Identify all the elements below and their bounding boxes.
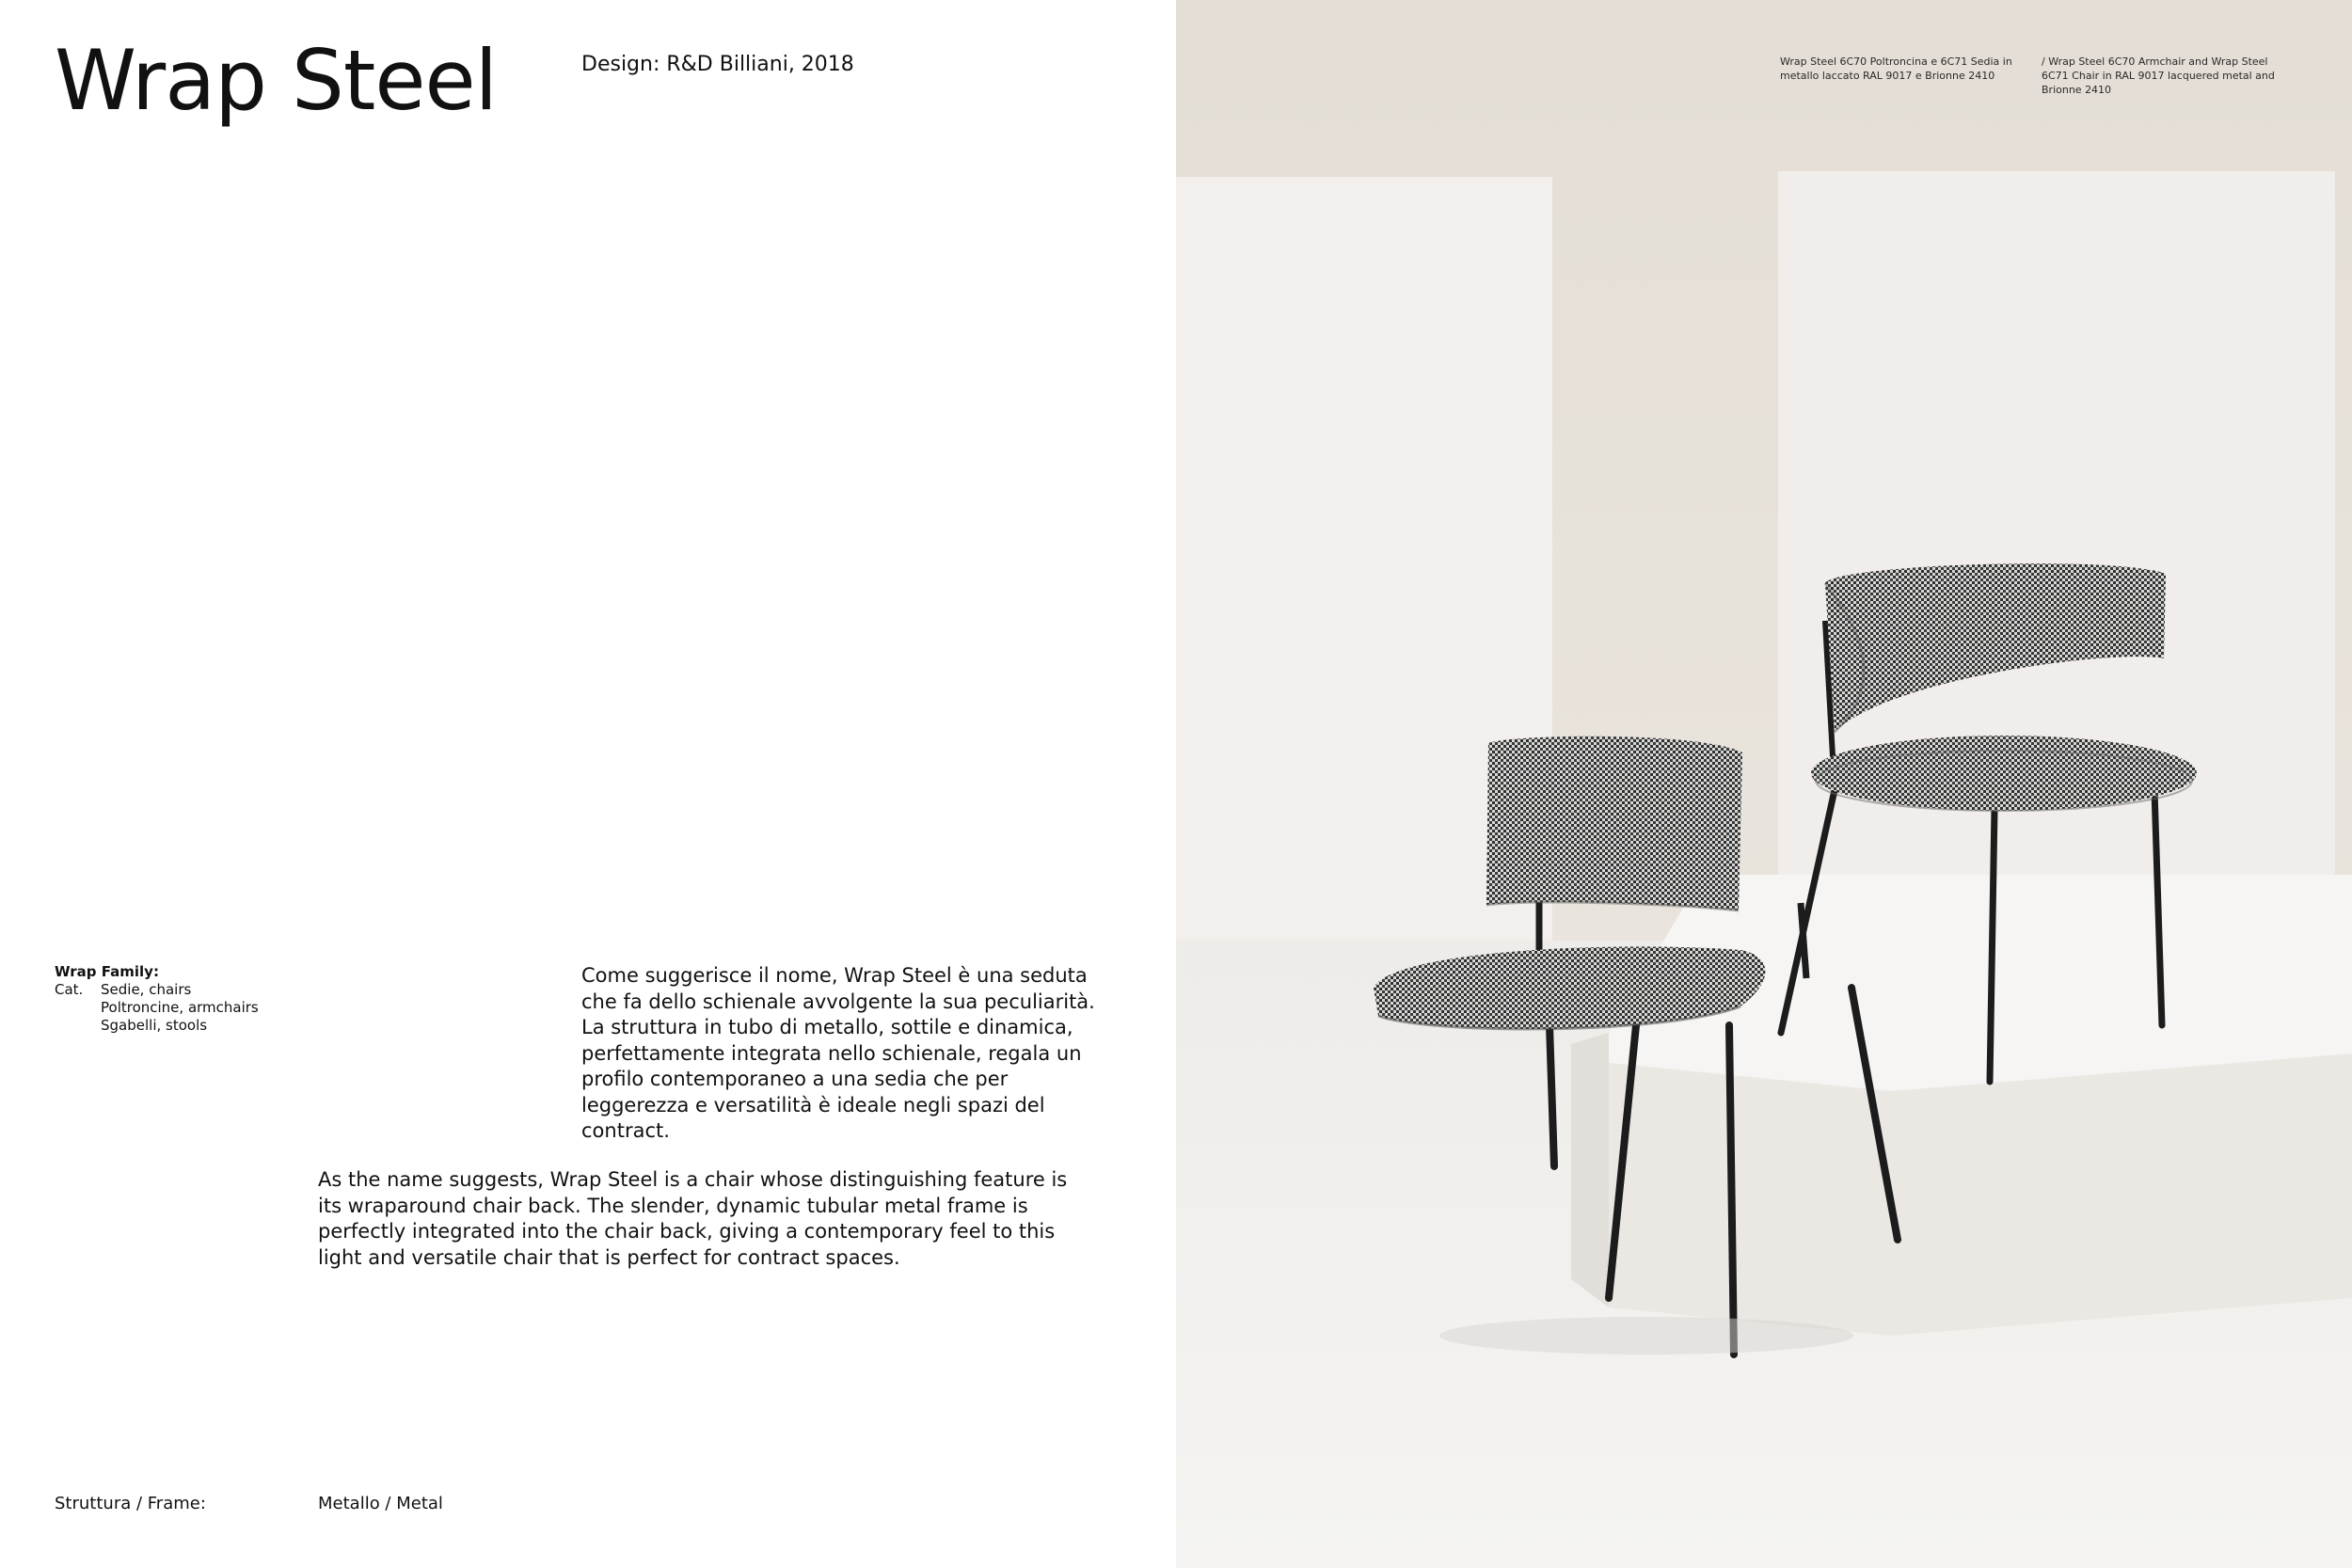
plinth-side [1571,1033,1609,1307]
frame-spec-value: Metallo / Metal [318,1494,443,1513]
category-label: Cat. [55,981,84,998]
category-item: Sgabelli, stools [101,1017,208,1034]
category-item: Poltroncine, armchairs [101,999,259,1016]
floor-shadow [1439,1317,1853,1354]
plinth-front [1609,1053,2352,1336]
category-list [101,981,259,1035]
family-title: Wrap Family: [55,963,159,980]
category-row [55,981,259,1035]
category-item: Sedie, chairs [101,981,192,998]
description-italian: Come suggerisce il nome, Wrap Steel è una seduta che fa dello schienale avvolgente la sua peculiarità. La struttura in tubo di metallo, sottile e dinamica, perfettamente integrata nello schienale, regala un profilo contemporaneo a una sedia che per leggerezza e versatilità è ideale negli spazi del contract. [581,964,1095,1142]
family-info [55,963,259,1035]
description-english: As the name suggests, Wrap Steel is a chair whose distinguishing feature is its wraparound chair back. The slender, dynamic tubular metal frame is perfectly integrated into the chair back, giving a contemporary feel to this light and versatile chair that is perfect for contract spaces. [318,1168,1068,1269]
photo-caption-english: / Wrap Steel 6C70 Armchair and Wrap Steel 6C71 Chair in RAL 9017 lacquered metal and Brionne 2410 [2042,55,2275,96]
photo-caption-italian: Wrap Steel 6C70 Poltroncina e 6C71 Sedia in metallo laccato RAL 9017 e Brionne 2410 [1780,55,2012,82]
product-photo [1176,0,2352,1568]
frame-spec-label: Struttura / Frame: [55,1494,206,1513]
chairs-scene [1176,0,2352,1568]
product-title: Wrap Steel [55,32,498,129]
design-credit: Design: R&D Billiani, 2018 [581,53,854,76]
